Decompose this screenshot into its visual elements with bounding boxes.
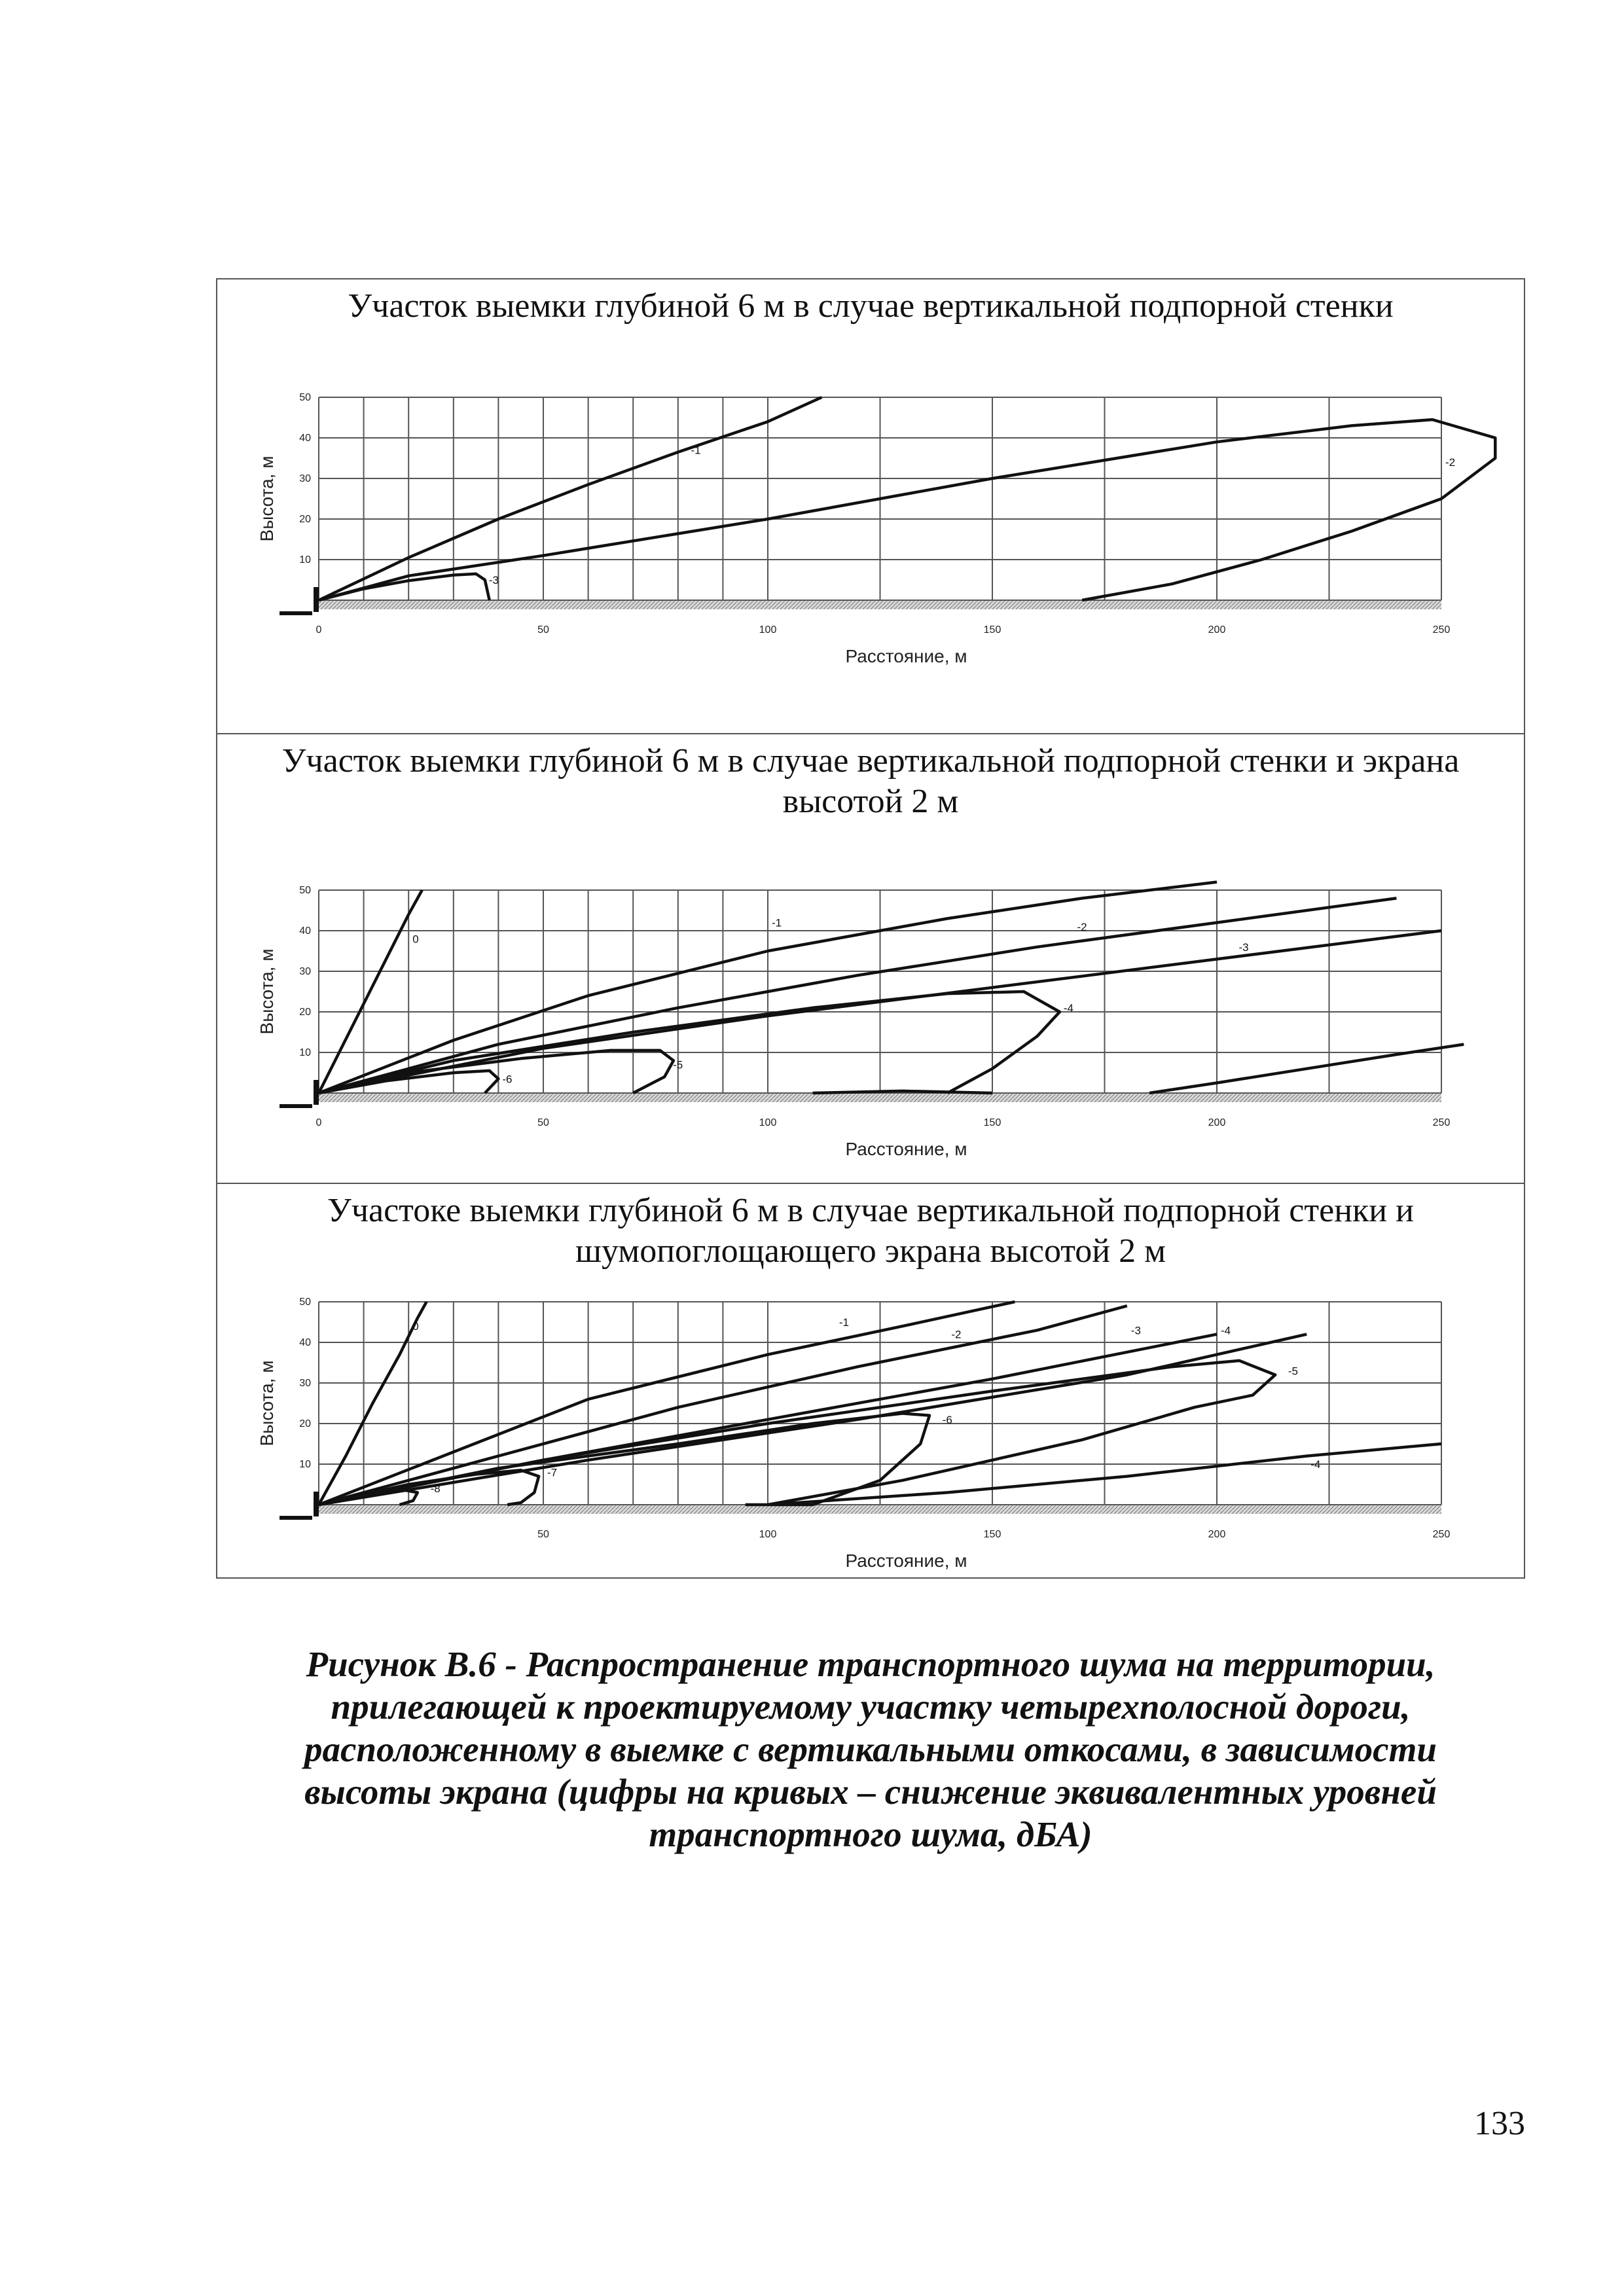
x-tick-label: 100	[759, 624, 777, 636]
y-tick-label: 10	[299, 1459, 311, 1470]
caption-line: Рисунок В.6 - Распространение транспортного шума на территории,	[306, 1644, 1435, 1684]
panel-title-text: Участок выемки глубиной 6 м в случае вертикальной подпорной стенки и экрана высотой 2 м	[281, 742, 1460, 820]
y-axis-label: Высота, м	[257, 948, 277, 1035]
y-tick-label: 30	[299, 1378, 311, 1389]
x-tick-label: 50	[537, 624, 549, 636]
contour-label: -3	[488, 574, 499, 586]
x-tick-label: 200	[1208, 1117, 1226, 1128]
caption-line: высоты экрана (цифры на кривых – снижение эквивалентных уровней	[304, 1772, 1437, 1812]
contour-label: -1	[839, 1316, 850, 1329]
contour-label: -6	[502, 1073, 513, 1086]
caption-line: транспортного шума, дБА)	[649, 1814, 1092, 1854]
noise-contour	[319, 1361, 1275, 1505]
x-tick-label: 0	[316, 624, 322, 636]
y-tick-label: 30	[299, 966, 311, 977]
wall-marker	[314, 587, 319, 612]
contour-label: -5	[673, 1058, 683, 1071]
noise-contour	[319, 1302, 427, 1505]
y-tick-label: 40	[299, 925, 311, 937]
x-tick-label: 150	[983, 624, 1001, 636]
contour-label: -4	[1221, 1324, 1231, 1337]
contour-label: -3	[1238, 941, 1249, 954]
figure-caption	[216, 1643, 1525, 1856]
x-tick-label: 0	[316, 1117, 322, 1128]
noise-contour	[1149, 1045, 1464, 1093]
contour-label: -4	[1063, 1001, 1074, 1014]
contour-label: -8	[430, 1482, 441, 1496]
noise-contour	[319, 1335, 1307, 1505]
x-tick-label: 50	[537, 1117, 549, 1128]
contour-label: 0	[412, 1320, 419, 1333]
ground-hatch	[319, 600, 1441, 609]
x-tick-label: 200	[1208, 624, 1226, 636]
contour-label: -2	[1445, 456, 1456, 469]
y-tick-label: 50	[299, 1297, 311, 1308]
contour-label: 0	[412, 933, 419, 946]
panel-title	[217, 1191, 1524, 1272]
y-tick-label: 50	[299, 392, 311, 403]
x-tick-label: 150	[983, 1117, 1001, 1128]
noise-contour	[319, 420, 1495, 600]
y-tick-label: 20	[299, 514, 311, 525]
x-tick-label: 200	[1208, 1529, 1226, 1540]
caption-line: расположенному в выемке с вертикальными откосами, в зависимости	[304, 1729, 1437, 1769]
noise-chart-1	[230, 378, 1513, 672]
contour-label: -5	[1288, 1365, 1299, 1378]
y-tick-label: 50	[299, 885, 311, 896]
y-tick-label: 20	[299, 1007, 311, 1018]
contour-label: -2	[951, 1328, 962, 1341]
x-axis-label: Расстояние, м	[845, 1551, 967, 1571]
panel-vertical-wall	[217, 279, 1524, 733]
x-tick-label: 250	[1432, 1529, 1451, 1540]
caption-line: прилегающей к проектируемому участку четырехполосной дороги,	[331, 1687, 1411, 1727]
noise-chart-2	[230, 870, 1513, 1165]
contour-label: -4	[1310, 1458, 1321, 1471]
ground-hatch	[319, 1505, 1441, 1514]
y-tick-label: 40	[299, 433, 311, 444]
x-axis-label: Расстояние, м	[845, 646, 967, 666]
y-tick-label: 30	[299, 473, 311, 484]
y-axis-label: Высота, м	[257, 1360, 277, 1446]
panel-wall-with-screen	[217, 733, 1524, 1183]
y-tick-label: 40	[299, 1337, 311, 1348]
x-tick-label: 250	[1432, 1117, 1451, 1128]
contour-label: -7	[547, 1466, 558, 1479]
x-tick-label: 150	[983, 1529, 1001, 1540]
x-tick-label: 250	[1432, 624, 1451, 636]
panel-wall-with-absorbing-screen	[217, 1183, 1524, 1580]
contour-label: -6	[942, 1413, 952, 1426]
noise-contour	[319, 397, 821, 600]
y-tick-label: 10	[299, 554, 311, 565]
panel-title-text: Участоке выемки глубиной 6 м в случае вертикальной подпорной стенки и шумопоглощающего экрана высотой 2 м	[327, 1192, 1414, 1270]
figure-frame	[216, 278, 1525, 1579]
x-tick-label: 100	[759, 1529, 777, 1540]
y-tick-label: 20	[299, 1418, 311, 1429]
y-axis-label: Высота, м	[257, 456, 277, 542]
noise-chart-3	[230, 1282, 1513, 1577]
panel-title: Участок выемки глубиной 6 м в случае вертикальной подпорной стенки	[348, 287, 1394, 325]
ground-hatch	[319, 1093, 1441, 1102]
contour-label: -1	[772, 916, 782, 929]
noise-contour	[319, 890, 422, 1093]
y-tick-label: 10	[299, 1047, 311, 1058]
page-number: 133	[1474, 2105, 1525, 2142]
x-axis-label: Расстояние, м	[845, 1139, 967, 1159]
x-tick-label: 100	[759, 1117, 777, 1128]
contour-label: -3	[1130, 1324, 1141, 1337]
x-tick-label: 50	[537, 1529, 549, 1540]
panel-title	[217, 741, 1524, 822]
contour-label: -2	[1077, 920, 1087, 933]
contour-label: -1	[691, 444, 701, 457]
